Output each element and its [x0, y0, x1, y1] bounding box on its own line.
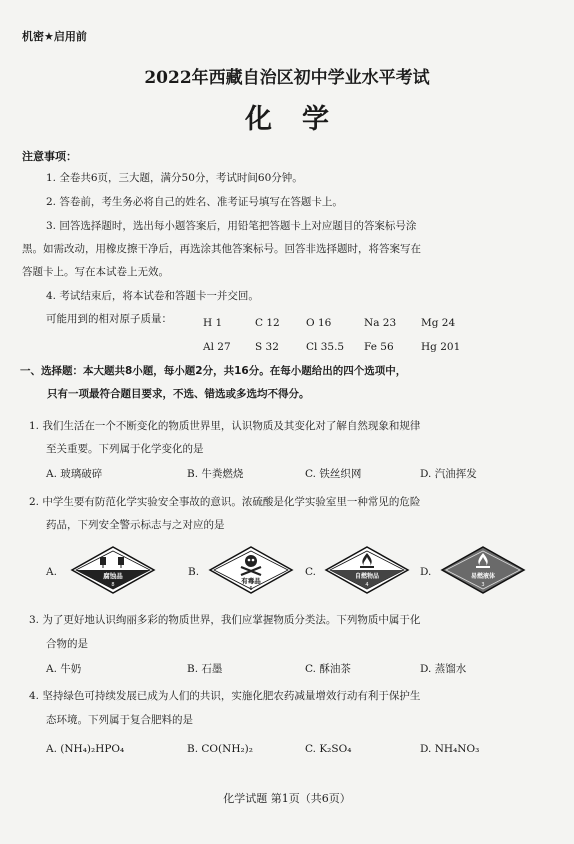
- q4-option-c: C. K₂SO₄: [305, 743, 352, 755]
- page-footer: 化学试题 第1页（共6页）: [223, 792, 351, 805]
- q1-line-1: 1. 我们生活在一个不断变化的物质世界里，认识物质及其变化对了解自然现象和规律: [29, 420, 421, 432]
- q1-option-b: B. 牛粪燃烧: [187, 468, 244, 480]
- q1-option-d: D. 汽油挥发: [420, 468, 477, 480]
- q2-sign-b-label: 有毒品: [241, 577, 261, 585]
- q3-option-b: B. 石墨: [187, 663, 223, 675]
- q2-sign-a-label: 腐蚀品: [103, 572, 123, 580]
- section1-line-2: 只有一项最符合题目要求，不选、错选或多选均不得分。: [47, 388, 310, 400]
- q4-line-1: 4. 坚持绿色可持续发展已成为人们的共识，实施化肥农药减量增效行动有利于保护生: [29, 690, 421, 702]
- confidential-label: 机密★启用前: [22, 30, 87, 43]
- mass-s: S 32: [255, 341, 279, 353]
- q2-sign-a-number: 8: [111, 582, 115, 588]
- mass-hg: Hg 201: [421, 341, 461, 353]
- note-3-line-1: 3. 回答选择题时，选出每小题答案后，用铅笔把答题卡上对应题目的答案标号涂: [46, 220, 417, 232]
- mass-o: O 16: [306, 317, 332, 329]
- q3-line-1: 3. 为了更好地认识绚丽多彩的物质世界，我们应掌握物质分类法。下列物质中属于化: [29, 614, 421, 626]
- note-3-line-2: 黑。如需改动，用橡皮擦干净后，再选涂其他答案标号。回答非选择题时，将答案写在: [22, 243, 421, 255]
- note-3-line-3: 答题卡上。写在本试卷上无效。: [22, 266, 169, 278]
- exam-title: 2022年西藏自治区初中学业水平考试: [144, 68, 430, 88]
- mass-cl: Cl 35.5: [306, 341, 345, 353]
- q2-option-a-letter: A.: [46, 566, 57, 578]
- subject-title: 化学: [245, 104, 359, 135]
- atomic-mass-label: 可能用到的相对原子质量：: [46, 313, 172, 325]
- corrosive-sign-icon: [70, 545, 156, 595]
- atomic-mass-row-2: [203, 335, 471, 354]
- q2-sign-c-label: 自燃物品: [354, 573, 380, 580]
- q2-option-d-letter: D.: [420, 566, 432, 578]
- q3-option-a: A. 牛奶: [46, 663, 82, 675]
- note-1: 1. 全卷共6页，三大题，满分50分，考试时间60分钟。: [46, 172, 303, 184]
- q3-line-2: 合物的是: [46, 638, 88, 650]
- q1-line-2: 至关重要。下列属于化学变化的是: [46, 443, 204, 455]
- q2-sign-d-number: 3: [481, 582, 485, 588]
- mass-na: Na 23: [364, 317, 397, 329]
- mass-fe: Fe 56: [364, 341, 394, 353]
- q4-option-d: D. NH₄NO₃: [420, 743, 480, 755]
- atomic-mass-row-1: [203, 311, 471, 330]
- q2-sign-b-number: 6: [249, 586, 253, 592]
- q3-option-d: D. 蒸馏水: [420, 663, 467, 675]
- mass-al: Al 27: [203, 341, 231, 353]
- spontaneous-combustion-sign-icon: [324, 545, 410, 595]
- q4-option-a: A. (NH₄)₂HPO₄: [46, 743, 125, 755]
- q4-line-2: 态环境。下列属于复合肥料的是: [46, 714, 193, 726]
- mass-h: H 1: [203, 317, 223, 329]
- note-2: 2. 答卷前，考生务必将自己的姓名、准考证号填写在答题卡上。: [46, 196, 343, 208]
- q2-sign-d-label: 易燃液体: [470, 573, 496, 580]
- section1-line-1: 一、选择题：本大题共8小题，每小题2分，共16分。在每小题给出的四个选项中，: [20, 365, 407, 377]
- q1-option-a: A. 玻璃破碎: [46, 468, 103, 480]
- toxic-sign-icon: [208, 545, 294, 595]
- note-4: 4. 考试结束后，将本试卷和答题卡一并交回。: [46, 290, 259, 302]
- q4-option-b: B. CO(NH₂)₂: [187, 743, 253, 755]
- q2-option-c-letter: C.: [305, 566, 316, 578]
- notes-heading: 注意事项：: [22, 150, 77, 163]
- q2-sign-c-number: 4: [365, 582, 369, 588]
- mass-mg: Mg 24: [421, 317, 456, 329]
- q2-option-b-letter: B.: [188, 566, 200, 578]
- mass-c: C 12: [255, 317, 280, 329]
- q1-option-c: C. 铁丝织网: [305, 468, 362, 480]
- flammable-liquid-sign-icon: [440, 545, 526, 595]
- q3-option-c: C. 酥油茶: [305, 663, 351, 675]
- q2-line-1: 2. 中学生要有防范化学实验安全事故的意识。浓硫酸是化学实验室里一种常见的危险: [29, 496, 421, 508]
- q2-line-2: 药品，下列安全警示标志与之对应的是: [46, 519, 225, 531]
